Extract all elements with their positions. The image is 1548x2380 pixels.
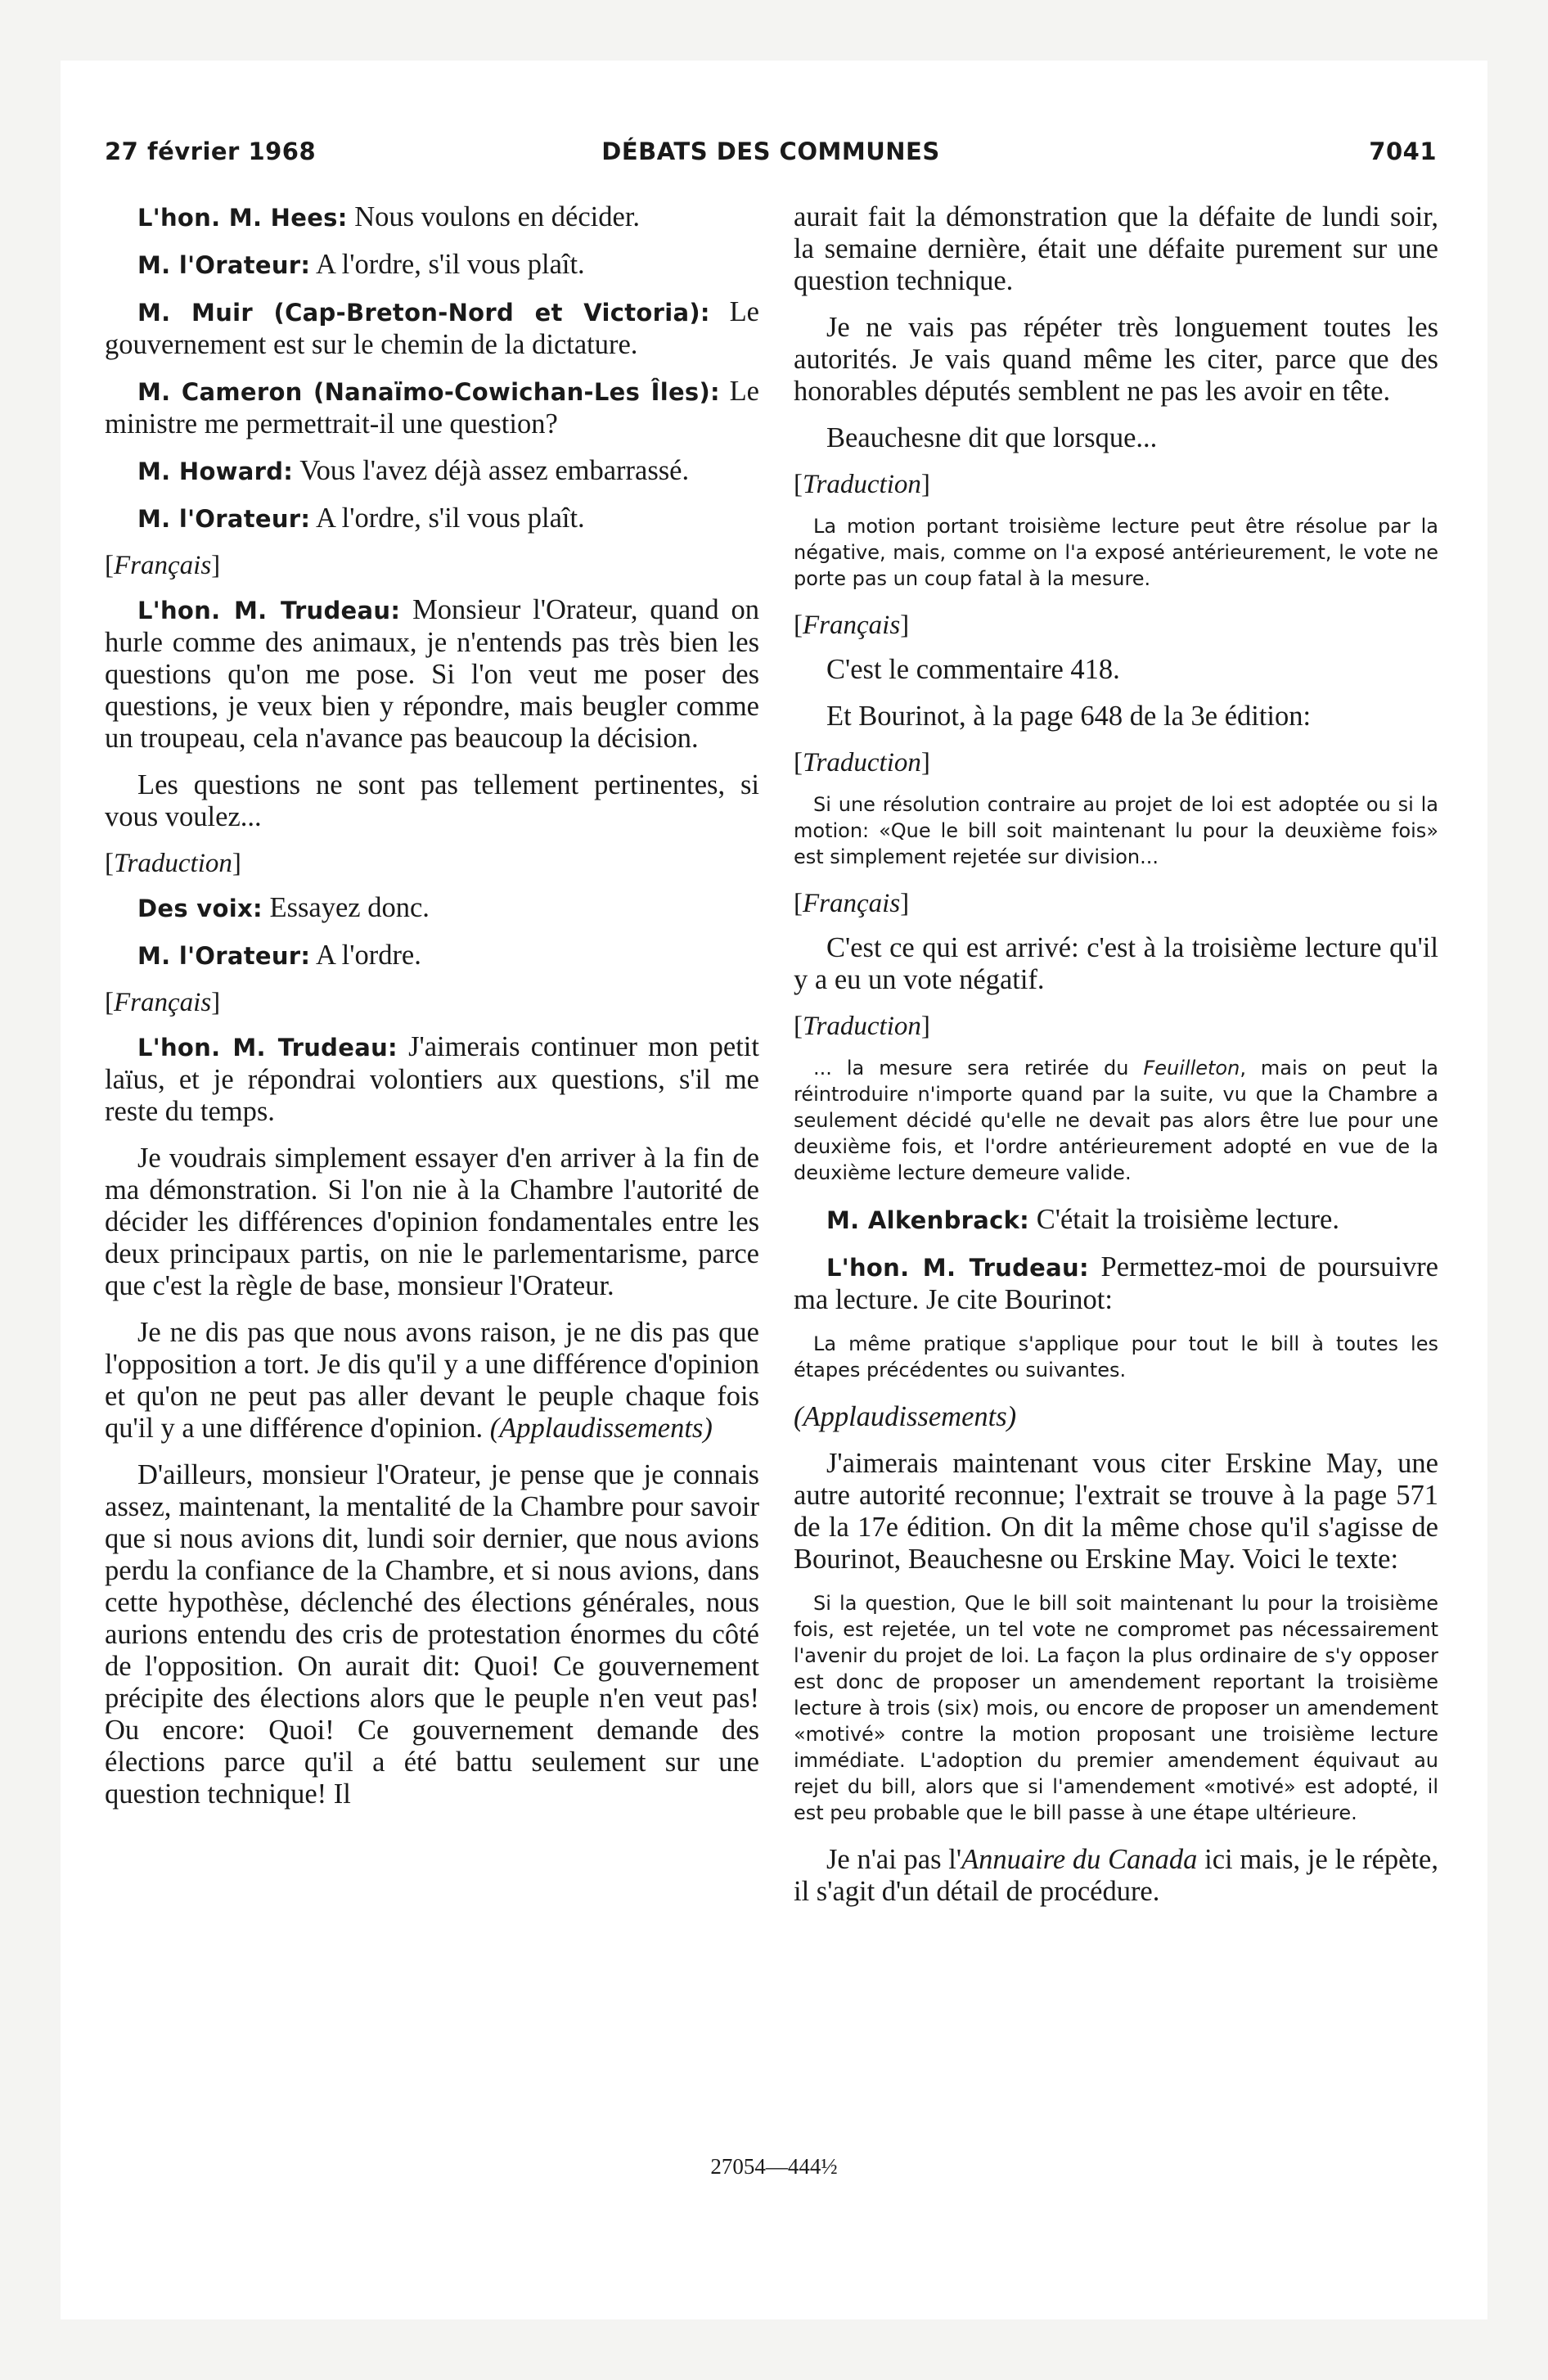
paragraph: Beauchesne dit que lorsque...	[826, 422, 1158, 453]
paragraph: M. l'Orateur: A l'ordre.	[137, 940, 421, 971]
applause-note: (Applaudissements)	[794, 1401, 1017, 1432]
paragraph: Je n'ai pas l'Annuaire du Canada ici mais, je le répète, il s'agit d'un détail de procédure.	[794, 1844, 1438, 1907]
paragraph: Je voudrais simplement essayer d'en arriver à la fin de ma démonstration. Si l'on nie à la Chambre l'autorité de décider les différences d'opinion fondamentales entre les deux principaux partis, on nie le parlementarisme, parce que c'est la règle de base, monsieur l'Orateur.	[105, 1143, 759, 1301]
paragraph: Des voix: Essayez donc.	[137, 892, 430, 923]
block-quote: ... la mesure sera retirée du Feuilleton, mais on peut la réintroduire n'importe quand par la suite, vu que la Chambre a seulement décidé qu'elle ne devait pas alors être lue pour une deuxième fois, et l'ordre antérieurement adopté en vue de la deuxième lecture demeure valide.	[794, 1057, 1439, 1184]
speaker-name: L'hon. M. Trudeau:	[826, 1254, 1089, 1282]
language-tag: [Traduction]	[794, 1012, 930, 1041]
language-tag: [Français]	[794, 611, 910, 640]
applause-note: (Applaudissements)	[489, 1413, 713, 1444]
language-tag: [Français]	[794, 889, 910, 918]
left-column	[105, 201, 759, 1825]
paragraph: M. l'Orateur: A l'ordre, s'il vous plaît.	[137, 249, 585, 280]
block-quote: Si la question, Que le bill soit maintenant lu pour la troisième fois, est rejetée, un tel vote ne compromet pas nécessairement l'avenir du projet de loi. La façon la plus ordinaire de s'y opposer est donc de proposer un amendement reportant la troisième lecture à trois (six) mois, ou encore de proposer un amendement «motivé» contre la motion proposant une troisième lecture immédiate. L'adoption du premier amendement équivaut au rejet du bill, alors que si l'amendement «motivé» est adopté, il est peu probable que le bill passe à une étape ultérieure.	[794, 1592, 1438, 1824]
page-footer-code: 27054—444½	[710, 2154, 838, 2179]
running-header	[105, 137, 1437, 175]
header-date: 27 février 1968	[105, 137, 317, 165]
paragraph: Je ne vais pas répéter très longuement toutes les autorités. Je vais quand même les citer, parce que des honorables députés semblent ne pas les avoir en tête.	[794, 312, 1438, 407]
paragraph: M. Howard: Vous l'avez déjà assez embarrassé.	[137, 455, 690, 486]
paragraph: M. Cameron (Nanaïmo-Cowichan-Les Îles): Le ministre me permettrait-il une question?	[105, 376, 759, 439]
page-number: 7041	[1369, 137, 1437, 165]
paragraph: L'hon. M. Trudeau: J'aimerais continuer mon petit laïus, et je répondrai volontiers aux questions, s'il me reste du temps.	[105, 1031, 759, 1127]
block-quote: La même pratique s'applique pour tout le bill à toutes les étapes précédentes ou suivantes.	[794, 1332, 1438, 1382]
paragraph: Je ne dis pas que nous avons raison, je ne dis pas que l'opposition a tort. Je dis qu'il y a une différence d'opinion et qu'on ne peut pas aller devant le peuple chaque fois qu'il y a une différence d'opinion. (Applaudissements)	[105, 1317, 759, 1444]
block-quote: Si une résolution contraire au projet de loi est adoptée ou si la motion: «Que le bill soit maintenant lu pour la deuxième fois» est simplement rejetée sur division...	[794, 793, 1438, 868]
speaker-name: M. l'Orateur:	[137, 251, 311, 279]
block-quote: La motion portant troisième lecture peut être résolue par la négative, mais, comme on l'a exposé antérieurement, le vote ne porte pas un coup fatal à la mesure.	[794, 515, 1438, 590]
speaker-name: M. Alkenbrack:	[826, 1206, 1030, 1234]
paragraph: L'hon. M. Hees: Nous voulons en décider.	[137, 201, 641, 232]
paragraph: C'est ce qui est arrivé: c'est à la troisième lecture qu'il y a eu un vote négatif.	[794, 932, 1438, 995]
language-tag: [Traduction]	[794, 470, 930, 499]
header-title: DÉBATS DES COMMUNES	[601, 137, 940, 165]
paragraph: D'ailleurs, monsieur l'Orateur, je pense que je connais assez, maintenant, la mentalité de la Chambre pour savoir que si nous avions dit, lundi soir dernier, que nous avions perdu la confiance de la Chambre, et si nous avions, dans cette hypothèse, déclenché des élections générales, nous aurions entendu des cris de protestation énormes du côté de l'opposition. On aurait dit: Quoi! Ce gouvernement précipite des élections alors que le peuple n'en veut pas! Ou encore: Quoi! Ce gouvernement demande des élections parce qu'il a été battu seulement sur une question technique! Il	[105, 1459, 759, 1810]
language-tag: [Traduction]	[794, 748, 930, 778]
paragraph: L'hon. M. Trudeau: Monsieur l'Orateur, quand on hurle comme des animaux, je n'entends pas très bien les questions qu'on me pose. Si l'on veut me poser des questions, je veux bien y répondre, mais beugler comme un troupeau, cela n'avance pas beaucoup la décision.	[105, 594, 760, 754]
speaker-name: Des voix:	[137, 895, 263, 922]
paragraph: C'est le commentaire 418.	[826, 654, 1120, 685]
paragraph: M. l'Orateur: A l'ordre, s'il vous plaît.	[137, 503, 585, 534]
language-tag: [Français]	[105, 551, 221, 580]
speaker-name: M. Muir (Cap-Breton-Nord et Victoria):	[137, 299, 710, 327]
speaker-name: L'hon. M. Trudeau:	[137, 597, 401, 624]
language-tag: [Français]	[105, 988, 221, 1017]
paragraph: M. Alkenbrack: C'était la troisième lecture.	[826, 1204, 1339, 1235]
paragraph: L'hon. M. Trudeau: Permettez-moi de poursuivre ma lecture. Je cite Bourinot:	[794, 1251, 1438, 1315]
paragraph: Et Bourinot, à la page 648 de la 3e édition:	[826, 701, 1312, 732]
language-tag: [Traduction]	[105, 849, 241, 878]
paragraph: Les questions ne sont pas tellement pertinentes, si vous voulez...	[105, 769, 759, 832]
paragraph: J'aimerais maintenant vous citer Erskine May, une autre autorité reconnue; l'extrait se trouve à la page 571 de la 17e édition. On dit la même chose qu'il s'agisse de Bourinot, Beauchesne ou Erskine May. Voici le texte:	[794, 1448, 1438, 1575]
speaker-name: L'hon. M. Trudeau:	[137, 1034, 398, 1062]
speaker-name: M. l'Orateur:	[137, 505, 311, 533]
paragraph: M. Muir (Cap-Breton-Nord et Victoria): Le gouvernement est sur le chemin de la dictature.	[105, 296, 759, 360]
speaker-name: L'hon. M. Hees:	[137, 204, 348, 232]
paragraph: aurait fait la démonstration que la défaite de lundi soir, la semaine dernière, était une défaite purement sur une question technique.	[794, 201, 1438, 296]
speaker-name: M. l'Orateur:	[137, 942, 311, 970]
right-column	[794, 201, 1438, 1922]
speaker-name: M. Howard:	[137, 458, 294, 485]
speaker-name: M. Cameron (Nanaïmo-Cowichan-Les Îles):	[137, 378, 720, 406]
